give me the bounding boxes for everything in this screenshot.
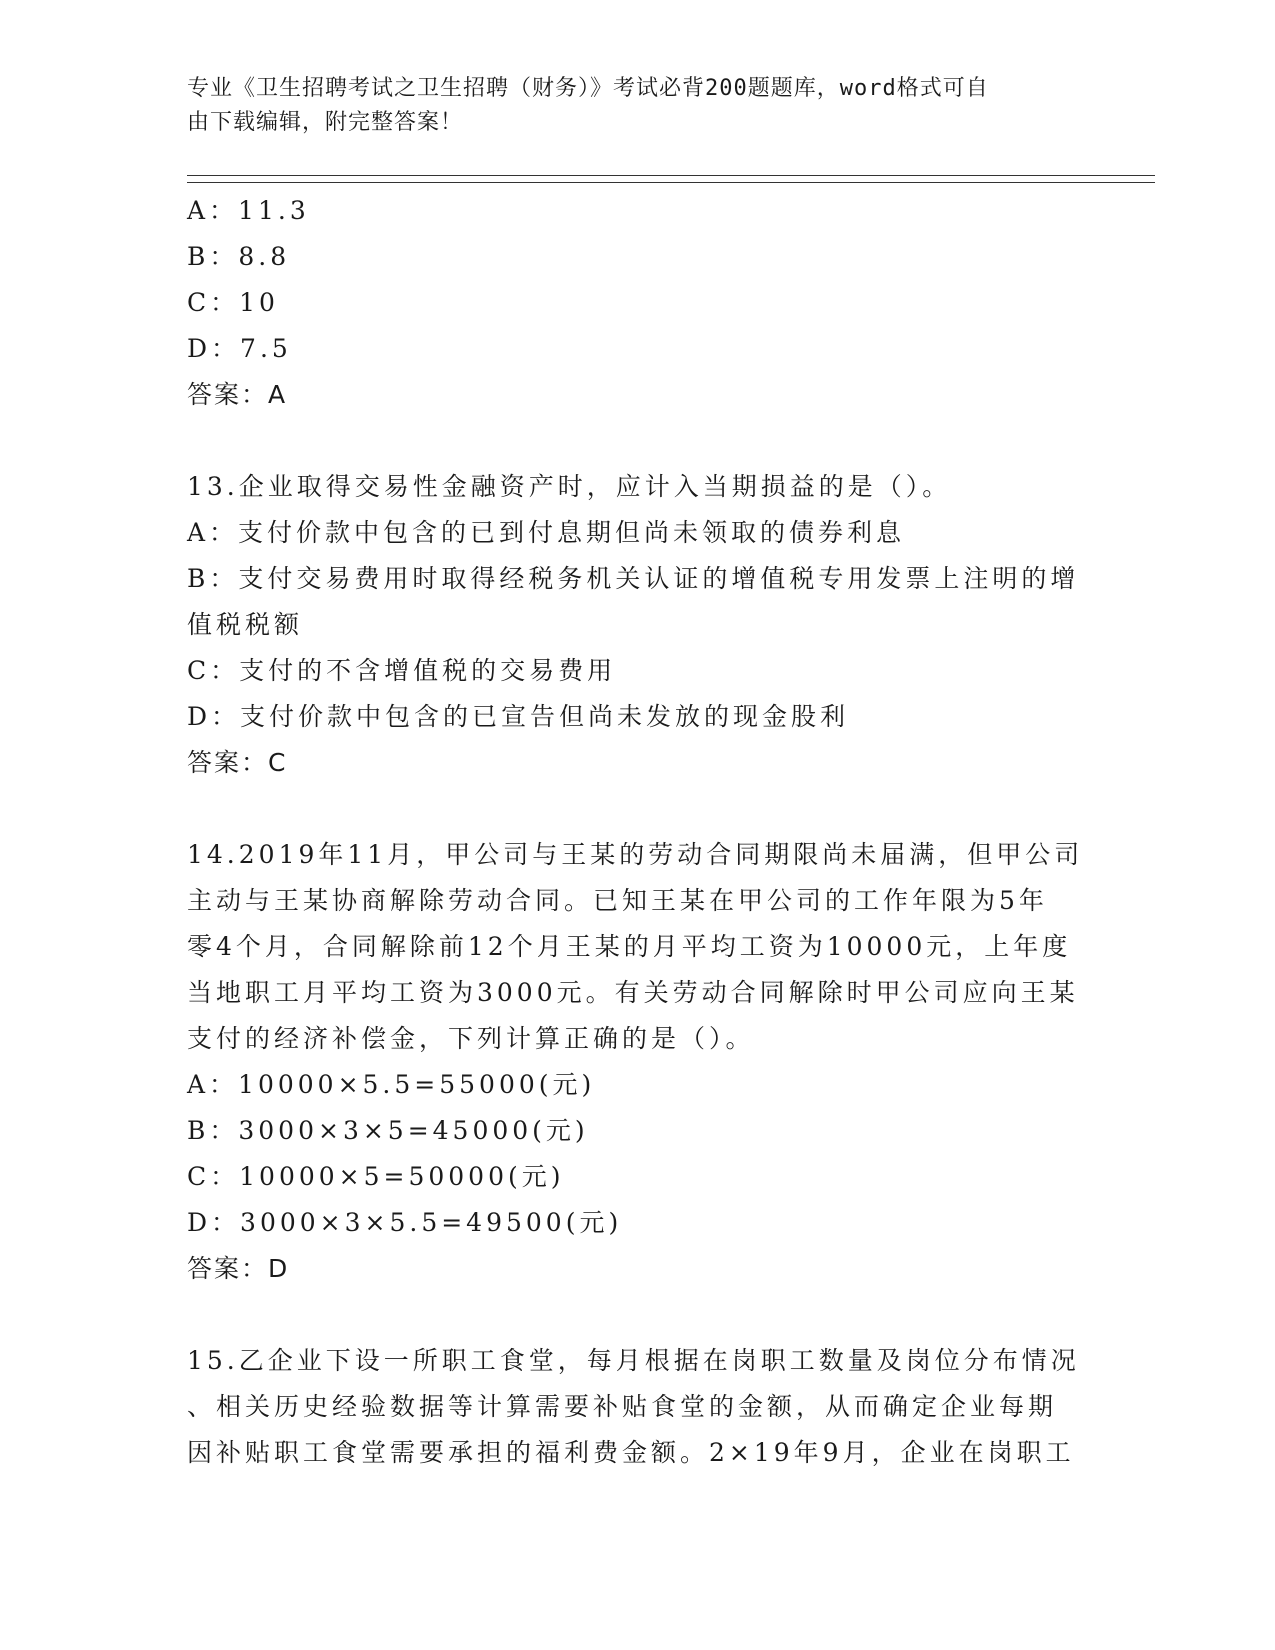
- q14-text-line-2: 主动与王某协商解除劳动合同。已知王某在甲公司的工作年限为5年: [187, 886, 1048, 915]
- q13-answer: 答案：C: [187, 748, 288, 777]
- document-header: [187, 72, 1067, 140]
- q13-option-b-line-1: B：支付交易费用时取得经税务机关认证的增值税专用发票上注明的增: [187, 564, 1080, 593]
- spacer: [187, 786, 1087, 832]
- spacer: [187, 418, 1087, 464]
- q12-option-c: C：10: [187, 288, 279, 317]
- q14-text-line-5: 支付的经济补偿金，下列计算正确的是（）。: [187, 1024, 755, 1053]
- q14-text-line-1: 14.2019年11月，甲公司与王某的劳动合同期限尚未届满，但甲公司: [187, 840, 1084, 869]
- q12-answer: 答案：A: [187, 380, 288, 409]
- q13-option-b-line-2: 值税税额: [187, 610, 304, 639]
- spacer: [187, 1292, 1087, 1338]
- q12-option-d: D：7.5: [187, 334, 292, 363]
- q12-option-b: B：8.8: [187, 242, 291, 271]
- q13-option-c: C：支付的不含增值税的交易费用: [187, 656, 617, 685]
- question-14: [187, 832, 1087, 1292]
- header-divider-bottom: [187, 182, 1155, 183]
- question-list: [187, 188, 1087, 1476]
- header-title-line-1: 专业《卫生招聘考试之卫生招聘（财务）》考试必背200题题库，word格式可自: [187, 76, 989, 101]
- q14-option-d: D：3000×3×5.5=49500(元): [187, 1208, 623, 1237]
- q12-option-a: A：11.3: [187, 196, 310, 225]
- q14-option-b: B：3000×3×5=45000(元): [187, 1116, 589, 1145]
- question-12-options: [187, 188, 1087, 418]
- header-divider-top: [187, 175, 1155, 176]
- q13-text: 13.企业取得交易性金融资产时，应计入当期损益的是（）。: [187, 472, 952, 501]
- q15-text-line-2: 、相关历史经验数据等计算需要补贴食堂的金额，从而确定企业每期: [187, 1392, 1058, 1421]
- q14-option-c: C：10000×5=50000(元): [187, 1162, 565, 1191]
- q14-answer: 答案：D: [187, 1254, 290, 1283]
- q13-option-d: D：支付价款中包含的已宣告但尚未发放的现金股利: [187, 702, 850, 731]
- q15-text-line-3: 因补贴职工食堂需要承担的福利费金额。2×19年9月，企业在岗职工: [187, 1438, 1075, 1467]
- q14-option-a: A：10000×5.5=55000(元): [187, 1070, 596, 1099]
- question-13: [187, 464, 1087, 786]
- q14-text-line-3: 零4个月，合同解除前12个月王某的月平均工资为10000元，上年度: [187, 932, 1072, 961]
- q14-text-line-4: 当地职工月平均工资为3000元。有关劳动合同解除时甲公司应向王某: [187, 978, 1079, 1007]
- header-title-line-2: 由下载编辑，附完整答案！: [187, 110, 464, 135]
- q15-text-line-1: 15.乙企业下设一所职工食堂，每月根据在岗职工数量及岗位分布情况: [187, 1346, 1080, 1375]
- q13-option-a: A：支付价款中包含的已到付息期但尚未领取的债券利息: [187, 518, 906, 547]
- question-15: [187, 1338, 1087, 1476]
